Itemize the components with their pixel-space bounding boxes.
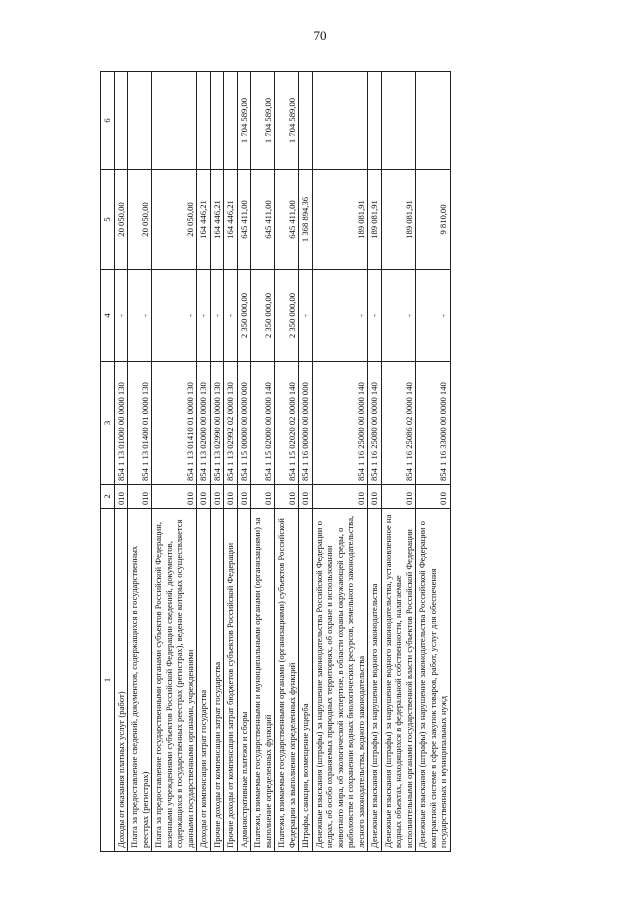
row-value-col5: 645 411,00: [275, 170, 299, 270]
row-value-col5: 20 050,00: [128, 170, 152, 270]
table-row: [251, 72, 275, 852]
row-value-col5: 20 050,00: [115, 170, 128, 270]
row-value-col4: -: [224, 270, 237, 362]
column-number-row: [101, 72, 115, 852]
table-row: [197, 72, 210, 852]
row-ministry-code: 010: [368, 485, 381, 509]
row-ministry-code: 010: [312, 485, 367, 509]
row-value-col5: 9 810,00: [416, 170, 450, 270]
table-body: [101, 72, 451, 852]
row-value-col4: -: [381, 270, 415, 362]
row-ministry-code: 010: [210, 485, 223, 509]
row-value-col6: [128, 72, 152, 170]
col-header-1: 1: [101, 509, 115, 852]
row-value-col4: -: [128, 270, 152, 362]
row-name: Денежные взыскания (штрафы) за нарушение законодательства Российской Федерации о недрах, об особо охраняемых природных территориях, об охране и использовании животного мира, об экологической экспертизе, в области охраны окружающей среды, о рыболовстве и сохранении водных биологических ресурсов, земельного законодательства, лесного законодательства, водного законодательства: [312, 509, 367, 852]
row-budget-code: 854 1 16 00000 00 0000 000: [299, 362, 312, 485]
row-name: Денежные взыскания (штрафы) за нарушение законодательства Российской Федерации о контрактной системе в сфере закупок товаров, работ, услуг для обеспечения государственных и муниципальных нужд: [416, 509, 450, 852]
row-value-col6: [224, 72, 237, 170]
row-ministry-code: 010: [237, 485, 250, 509]
row-value-col5: 189 081,91: [381, 170, 415, 270]
row-value-col4: -: [210, 270, 223, 362]
row-value-col4: 2 350 000,00: [251, 270, 275, 362]
row-name: Прочие доходы от компенсации затрат бюджетов субъектов Российской Федерации: [224, 509, 237, 852]
col-header-6: 6: [101, 72, 115, 170]
row-value-col6: [152, 72, 197, 170]
row-ministry-code: 010: [275, 485, 299, 509]
row-budget-code: 854 1 16 25086 02 0000 140: [381, 362, 415, 485]
table-row: [416, 72, 450, 852]
table-row: [368, 72, 381, 852]
row-name: Денежные взыскания (штрафы) за нарушение водного законодательства, установленное на водных объектах, находящихся в федеральной собственности, налагаемые исполнительными органами государственной власти субъектов Российской Федерации: [381, 509, 415, 852]
row-ministry-code: 010: [416, 485, 450, 509]
row-value-col5: 164 446,21: [197, 170, 210, 270]
table-row: [299, 72, 312, 852]
table-row: [312, 72, 367, 852]
table-row: [152, 72, 197, 852]
row-budget-code: 854 1 13 01400 01 0000 130: [128, 362, 152, 485]
row-budget-code: 854 1 13 02000 00 0000 130: [197, 362, 210, 485]
row-value-col6: [381, 72, 415, 170]
row-budget-code: 854 1 13 01000 00 0000 130: [115, 362, 128, 485]
row-value-col4: -: [197, 270, 210, 362]
table-row: [210, 72, 223, 852]
row-value-col4: -: [299, 270, 312, 362]
row-budget-code: 854 1 15 00000 00 0000 000: [237, 362, 250, 485]
row-ministry-code: 010: [251, 485, 275, 509]
row-value-col6: [416, 72, 450, 170]
row-budget-code: 854 1 15 02000 00 0000 140: [251, 362, 275, 485]
row-value-col4: -: [152, 270, 197, 362]
row-budget-code: 854 1 13 02992 02 0000 130: [224, 362, 237, 485]
row-ministry-code: 010: [224, 485, 237, 509]
row-ministry-code: 010: [152, 485, 197, 509]
row-value-col6: 1 704 589,00: [275, 72, 299, 170]
col-header-4: 4: [101, 270, 115, 362]
page-number: 70: [313, 28, 327, 43]
row-value-col6: [115, 72, 128, 170]
row-value-col4: -: [312, 270, 367, 362]
row-value-col5: 20 050,00: [152, 170, 197, 270]
row-name: Денежные взыскания (штрафы) за нарушение водного законодательства: [368, 509, 381, 852]
row-name: Платежи, взимаемые государственными органами (организациями) субъектов Российской Федерации за выполнение определенных функций: [275, 509, 299, 852]
row-budget-code: 854 1 16 33000 00 0000 140: [416, 362, 450, 485]
rotated-sheet: [100, 72, 570, 852]
row-value-col6: [210, 72, 223, 170]
table-row: [237, 72, 250, 852]
row-value-col6: [312, 72, 367, 170]
table-row: [224, 72, 237, 852]
col-header-2: 2: [101, 485, 115, 509]
row-name: Платежи, взимаемые государственными и муниципальными органами (организациями) за выполнение определенных функций: [251, 509, 275, 852]
row-ministry-code: 010: [128, 485, 152, 509]
row-value-col5: 189 081,91: [312, 170, 367, 270]
row-name: Плата за предоставление сведений, документов, содержащихся в государственных реестрах (регистрах): [128, 509, 152, 852]
income-table: [100, 71, 451, 852]
row-budget-code: 854 1 16 25000 00 0000 140: [312, 362, 367, 485]
table-row: [381, 72, 415, 852]
table-row: [275, 72, 299, 852]
row-name: Доходы от оказания платных услуг (работ): [115, 509, 128, 852]
row-name: Плата за предоставление государственными органами субъектов Российской Федерации, казенными учреждениями субъектов Российской Федерации сведений, документов, содержащихся в государственных реестрах (регистрах), ведение которых осуществляется данными государственными органами, учреждениями: [152, 509, 197, 852]
row-value-col4: -: [115, 270, 128, 362]
row-name: Доходы от компенсации затрат государства: [197, 509, 210, 852]
row-value-col6: 1 704 589,00: [251, 72, 275, 170]
row-budget-code: 854 1 16 25080 00 0000 140: [368, 362, 381, 485]
row-budget-code: 854 1 15 02020 02 0000 140: [275, 362, 299, 485]
row-value-col5: 189 081,91: [368, 170, 381, 270]
row-value-col5: 164 446,21: [224, 170, 237, 270]
table-row: [128, 72, 152, 852]
row-name: Штрафы, санкции, возмещение ущерба: [299, 509, 312, 852]
col-header-3: 3: [101, 362, 115, 485]
row-value-col4: -: [368, 270, 381, 362]
row-name: Прочие доходы от компенсации затрат государства: [210, 509, 223, 852]
row-budget-code: 854 1 13 02990 00 0000 130: [210, 362, 223, 485]
row-value-col6: [299, 72, 312, 170]
row-value-col6: [197, 72, 210, 170]
row-value-col6: 1 704 589,00: [237, 72, 250, 170]
row-value-col4: 2 350 000,00: [237, 270, 250, 362]
row-budget-code: 854 1 13 01410 01 0000 130: [152, 362, 197, 485]
row-value-col4: 2 350 000,00: [275, 270, 299, 362]
row-value-col5: 1 368 894,36: [299, 170, 312, 270]
col-header-5: 5: [101, 170, 115, 270]
table-row: [115, 72, 128, 852]
row-value-col5: 164 446,21: [210, 170, 223, 270]
row-ministry-code: 010: [197, 485, 210, 509]
row-ministry-code: 010: [299, 485, 312, 509]
row-ministry-code: 010: [381, 485, 415, 509]
table-frame: [100, 72, 570, 852]
row-value-col5: 645 411,00: [237, 170, 250, 270]
row-value-col4: -: [416, 270, 450, 362]
row-value-col5: 645 411,00: [251, 170, 275, 270]
row-value-col6: [368, 72, 381, 170]
row-ministry-code: 010: [115, 485, 128, 509]
row-name: Административные платежи и сборы: [237, 509, 250, 852]
